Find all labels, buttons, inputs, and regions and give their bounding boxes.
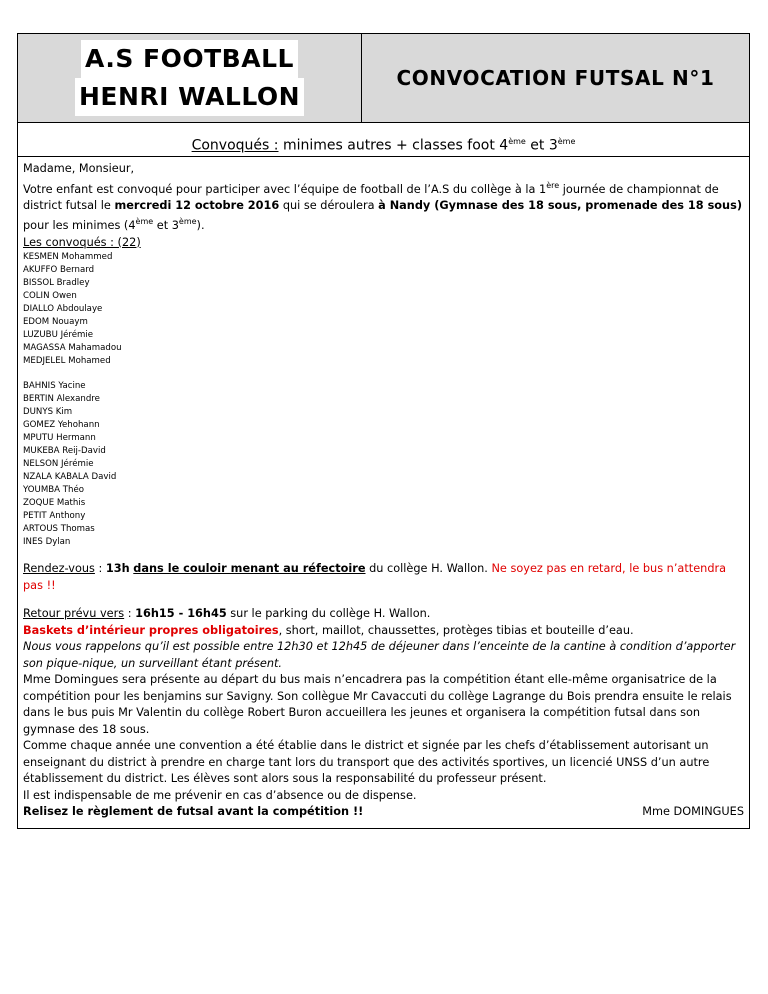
list-spacer	[23, 549, 744, 561]
paragraph-spacer	[23, 594, 744, 606]
players-list-group2	[23, 380, 744, 549]
convoques-text-b: et 3	[525, 137, 558, 154]
convocation-title-block	[362, 34, 749, 122]
club-title-line2: HENRI WALLON	[75, 78, 304, 116]
club-title-block	[18, 34, 362, 122]
player-item: BISSOL Bradley	[23, 278, 90, 289]
convocation-title: CONVOCATION FUTSAL N°1	[396, 66, 715, 90]
rdv-time: 13h	[105, 562, 130, 576]
player-item: ZOQUE Mathis	[23, 498, 86, 509]
rdv-location: dans le couloir menant au réfectoire	[133, 562, 366, 576]
player-item: AKUFFO Bernard	[23, 265, 95, 276]
intro-sup-5: ème	[178, 217, 197, 227]
retour-paragraph	[23, 606, 744, 623]
intro-sup-1: ère	[546, 180, 560, 190]
player-item: BAHNIS Yacine	[23, 381, 86, 392]
intro-text-1: Votre enfant est convoqué pour participer avec l’équipe de football de l’A.S du collège à la 1	[23, 182, 547, 196]
player-item: PETIT Anthony	[23, 511, 86, 522]
rdv-paragraph	[23, 561, 744, 594]
document-body	[18, 157, 749, 821]
player-item: COLIN Owen	[23, 291, 77, 302]
players-list-group1	[23, 251, 744, 368]
player-item: BERTIN Alexandre	[23, 394, 100, 405]
staff-paragraph: Mme Domingues sera présente au départ du bus mais n’encadrera pas la compétition étant elle-même organisatrice de la compétition pour les benjamins sur Savigny. Son collègue Mr Cavaccuti du collège Lagrange du Bois prendra ensuite le relais dans le bus puis Mr Valentin du collège Robert Buron accueillera les jeunes et organisera la compétition futsal dans son gymnase des 18 sous.	[23, 673, 732, 736]
equipment-rest: , short, maillot, chaussettes, protèges tibias et bouteille d’eau.	[278, 623, 634, 637]
footer-line	[23, 804, 744, 821]
absence-paragraph: Il est indispensable de me prévenir en cas d’absence ou de dispense.	[23, 788, 417, 802]
intro-sup-4: ème	[135, 217, 154, 227]
rdv-label: Rendez-vous	[23, 562, 95, 576]
player-item: YOUMBA Théo	[23, 485, 84, 496]
document-header	[18, 34, 749, 123]
player-item: GOMEZ Yehohann	[23, 420, 100, 431]
rdv-warning: Ne soyez pas en retard, le bus n’attendra pas !!	[23, 562, 727, 592]
convoques-sup-a: ème	[508, 137, 526, 146]
greeting: Madame, Monsieur,	[23, 162, 135, 175]
retour-sep: :	[124, 607, 136, 621]
convoques-label: Convoqués :	[191, 137, 279, 154]
player-item: MAGASSA Mahamadou	[23, 343, 122, 354]
convoques-text-a: minimes autres + classes foot 4	[278, 137, 509, 154]
intro-paragraph	[23, 178, 744, 235]
player-item: NZALA KABALA David	[23, 472, 117, 483]
club-title-line1: A.S FOOTBALL	[81, 40, 298, 78]
players-title: Les convoqués : (22)	[23, 235, 141, 249]
player-item: EDOM Nouaym	[23, 317, 88, 328]
match-date: mercredi 12 octobre 2016	[114, 198, 280, 212]
intro-text-3: qui se déroulera	[279, 198, 379, 212]
equipment-required: Baskets d’intérieur propres obligatoires	[23, 623, 279, 637]
player-item: INES Dylan	[23, 537, 71, 548]
rdv-sep: :	[94, 562, 106, 576]
player-item: NELSON Jérémie	[23, 459, 94, 470]
equipment-paragraph	[23, 623, 744, 640]
convoques-line	[18, 123, 749, 157]
player-item: LUZUBU Jérémie	[23, 330, 94, 341]
list-spacer	[23, 368, 744, 380]
player-item: ARTOUS Thomas	[23, 524, 95, 535]
retour-rest: sur le parking du collège H. Wallon.	[226, 607, 431, 621]
retour-time: 16h15 - 16h45	[135, 607, 227, 621]
retour-label: Retour prévu vers	[23, 607, 125, 621]
player-item: MPUTU Hermann	[23, 433, 96, 444]
convention-paragraph: Comme chaque année une convention a été établie dans le district et signée par les chefs d’établissement autorisant un enseignant du district à prendre en charge tant lors du transport que des activités sportives, un licencié UNSS d’un autre établissement du district. Les élèves sont alors sous la responsabilité du professeur présent.	[23, 739, 710, 786]
player-item: KESMEN Mohammed	[23, 252, 113, 263]
convoques-sup-b: ème	[557, 137, 576, 146]
player-item: DIALLO Abdoulaye	[23, 304, 103, 315]
intro-text-4: pour les minimes (4	[23, 219, 136, 233]
intro-text-6: ).	[196, 219, 205, 233]
match-place: à Nandy (Gymnase des 18 sous, promenade des 18 sous)	[378, 198, 742, 212]
intro-text-2: journée de championnat de district futsal le	[23, 182, 719, 212]
convocation-document	[17, 33, 750, 829]
intro-text-5: et 3	[153, 219, 179, 233]
rdv-rest: du collège H. Wallon.	[365, 562, 492, 576]
lunch-note: Nous vous rappelons qu’il est possible entre 12h30 et 12h45 de déjeuner dans l’enceinte de la cantine à condition d’apporter son pique-nique, un surveillant étant présent.	[23, 640, 736, 670]
rules-reminder: Relisez le règlement de futsal avant la compétition !!	[23, 805, 364, 819]
signature: Mme DOMINGUES	[642, 805, 744, 819]
player-item: DUNYS Kim	[23, 407, 73, 418]
player-item: MEDJELEL Mohamed	[23, 356, 111, 367]
player-item: MUKEBA Reij-David	[23, 446, 106, 457]
